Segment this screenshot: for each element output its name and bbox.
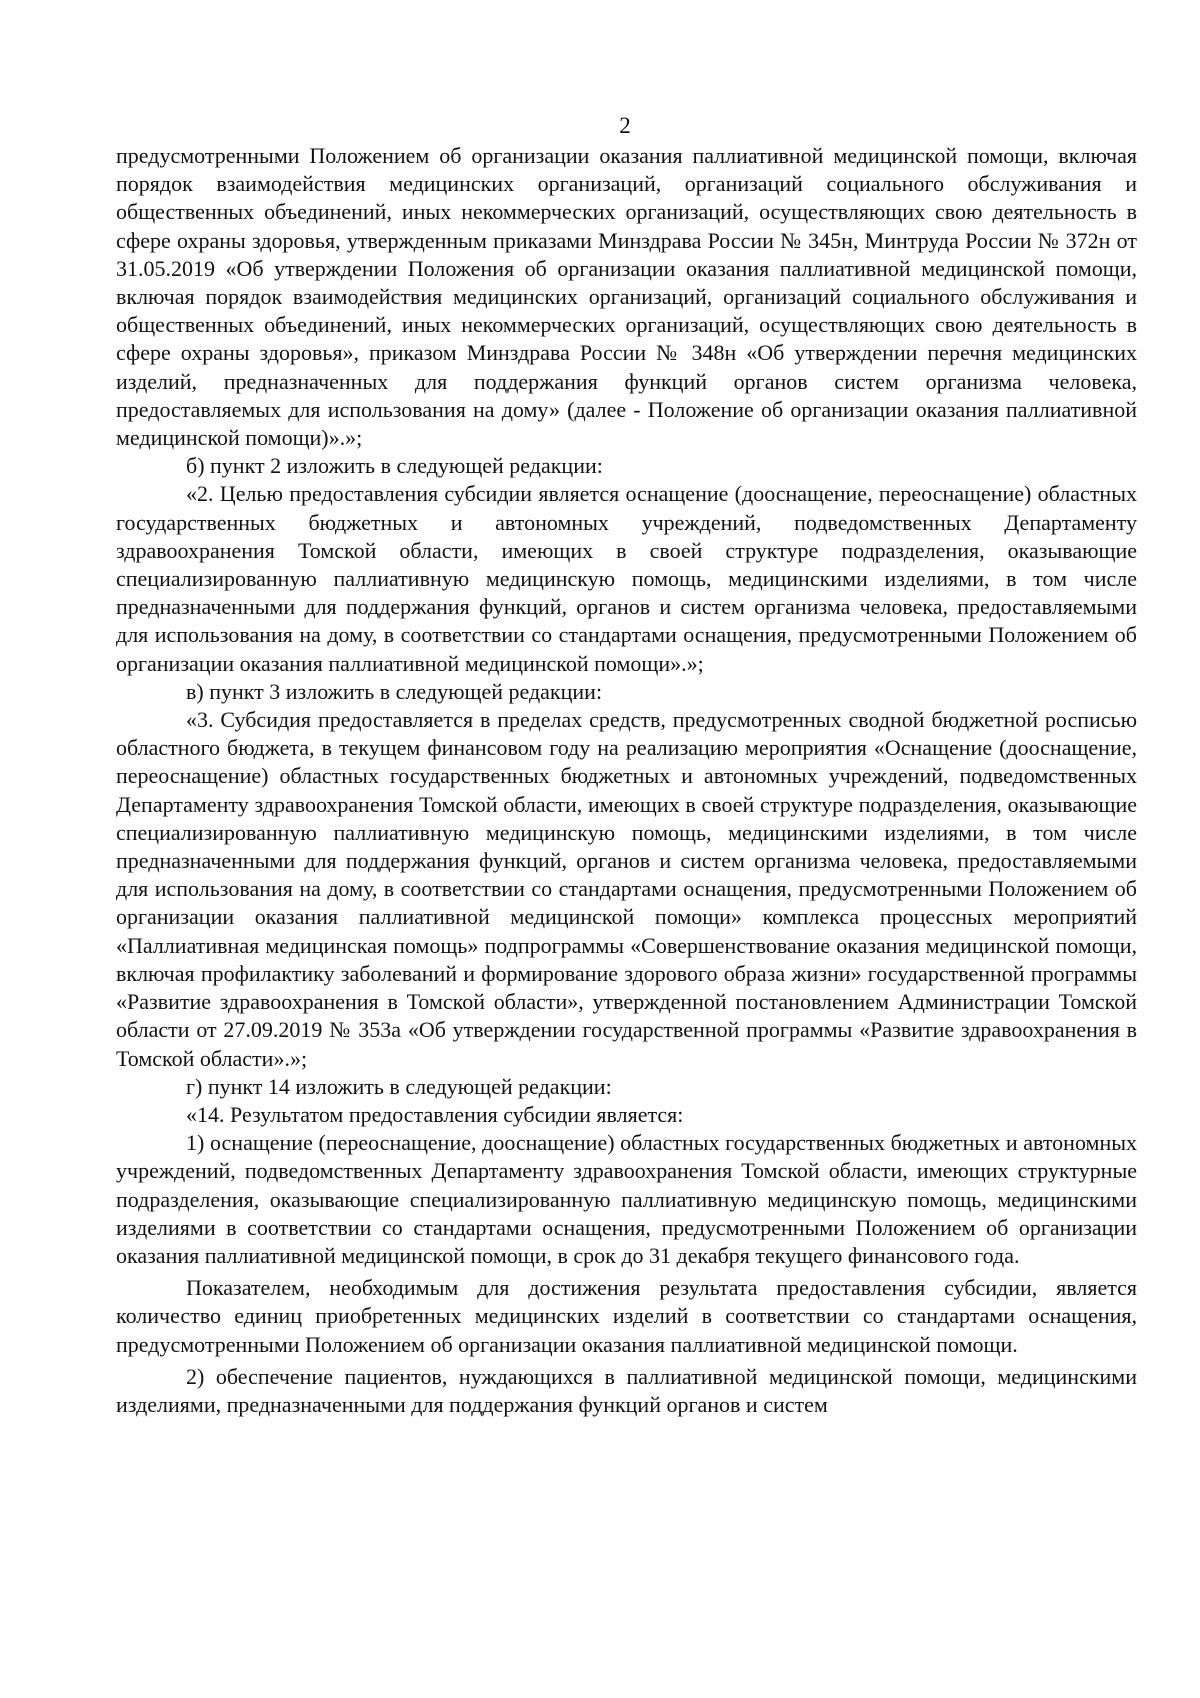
paragraph-item-v-heading: в) пункт 3 изложить в следующей редакции: xyxy=(186,678,603,704)
paragraph-item-14-heading: «14. Результатом предоставления субсидии является: xyxy=(186,1101,684,1127)
paragraph-item-b-heading: б) пункт 2 изложить в следующей редакции: xyxy=(186,453,603,479)
paragraph-item-3-text: «3. Субсидия предоставляется в пределах средств, предусмотренных сводной бюджетной росписью областного бюджета, в текущем финансовом году на реализацию мероприятия «Оснащение (дооснащение, переоснащение) областных государственных бюджетных и автономных учреждений, подведомственных Департаменту здравоохранения Томской области, имеющих в своей структуре подразделения, оказывающие специализированную паллиативную медицинскую помощь, медицинскими изделиями, в том числе предназначенными для поддержания функций, органов и систем организма человека, предоставляемыми для использования на дому, в соответствии со стандартами оснащения, предусмотренными Положением об организации оказания паллиативной медицинской помощи» комплекса процессных мероприятий «Паллиативная медицинская помощь» подпрограммы «Совершенствование оказания медицинской помощи, включая профилактику заболеваний и формирование здорового образа жизни» государственной программы «Развитие здравоохранения в Томской области», утвержденной постановлением Администрации Томской области от 27.09.2019 № 353а «Об утверждении государственной программы «Развитие здравоохранения в Томской области».»; xyxy=(116,707,1137,1071)
paragraph-indicator: Показателем, необходимым для достижения результата предоставления субсидии, является количество единиц приобретенных медицинских изделий в соответствии со стандартами оснащения, предусмотренными Положением об организации оказания паллиативной медицинской помощи. xyxy=(116,1275,1137,1357)
page-number: 2 xyxy=(619,113,631,138)
paragraph-item-g-heading: г) пункт 14 изложить в следующей редакции: xyxy=(186,1073,612,1099)
paragraph-result-1: 1) оснащение (переоснащение, дооснащение) областных государственных бюджетных и автономных учреждений, подведомственных Департаменту здравоохранения Томской области, имеющих структурные подразделения, оказывающие специализированную паллиативную медицинскую помощь, медицинскими изделиями в соответствии со стандартами оснащения, предусмотренными Положением об организации оказания паллиативной медицинской помощи, в срок до 31 декабря текущего финансового года. xyxy=(116,1130,1137,1268)
paragraph-item-2-text: «2. Целью предоставления субсидии является оснащение (дооснащение, переоснащение) областных государственных бюджетных и автономных учреждений, подведомственных Департаменту здравоохранения Томской области, имеющих в своей структуре подразделения, оказывающие специализированную паллиативную медицинскую помощь, медицинскими изделиями, в том числе предназначенными для поддержания функций, органов и систем организма человека, предоставляемыми для использования на дому, в соответствии со стандартами оснащения, предусмотренными Положением об организации оказания паллиативной медицинской помощи».»; xyxy=(116,481,1137,676)
paragraph-result-2: 2) обеспечение пациентов, нуждающихся в паллиативной медицинской помощи, медицинскими изделиями, предназначенными для поддержания функций органов и систем xyxy=(116,1363,1137,1417)
paragraph-continuation: предусмотренными Положением об организации оказания паллиативной медицинской помощи, включая порядок взаимодействия медицинских организаций, организаций социального обслуживания и общественных объединений, иных некоммерческих организаций, осуществляющих свою деятельность в сфере охраны здоровья, утвержденным приказами Минздрава России № 345н, Минтруда России № 372н от 31.05.2019 «Об утверждении Положения об организации оказания паллиативной медицинской помощи, включая порядок взаимодействия медицинских организаций, организаций социального обслуживания и общественных объединений, иных некоммерческих организаций, осуществляющих свою деятельность в сфере охраны здоровья», приказом Минздрава России № 348н «Об утверждении перечня медицинских изделий, предназначенных для поддержания функций органов систем организма человека, предоставляемых для использования на дому» (далее - Положение об организации оказания паллиативной медицинской помощи)».»; xyxy=(116,143,1137,451)
document-body xyxy=(116,142,1137,1419)
